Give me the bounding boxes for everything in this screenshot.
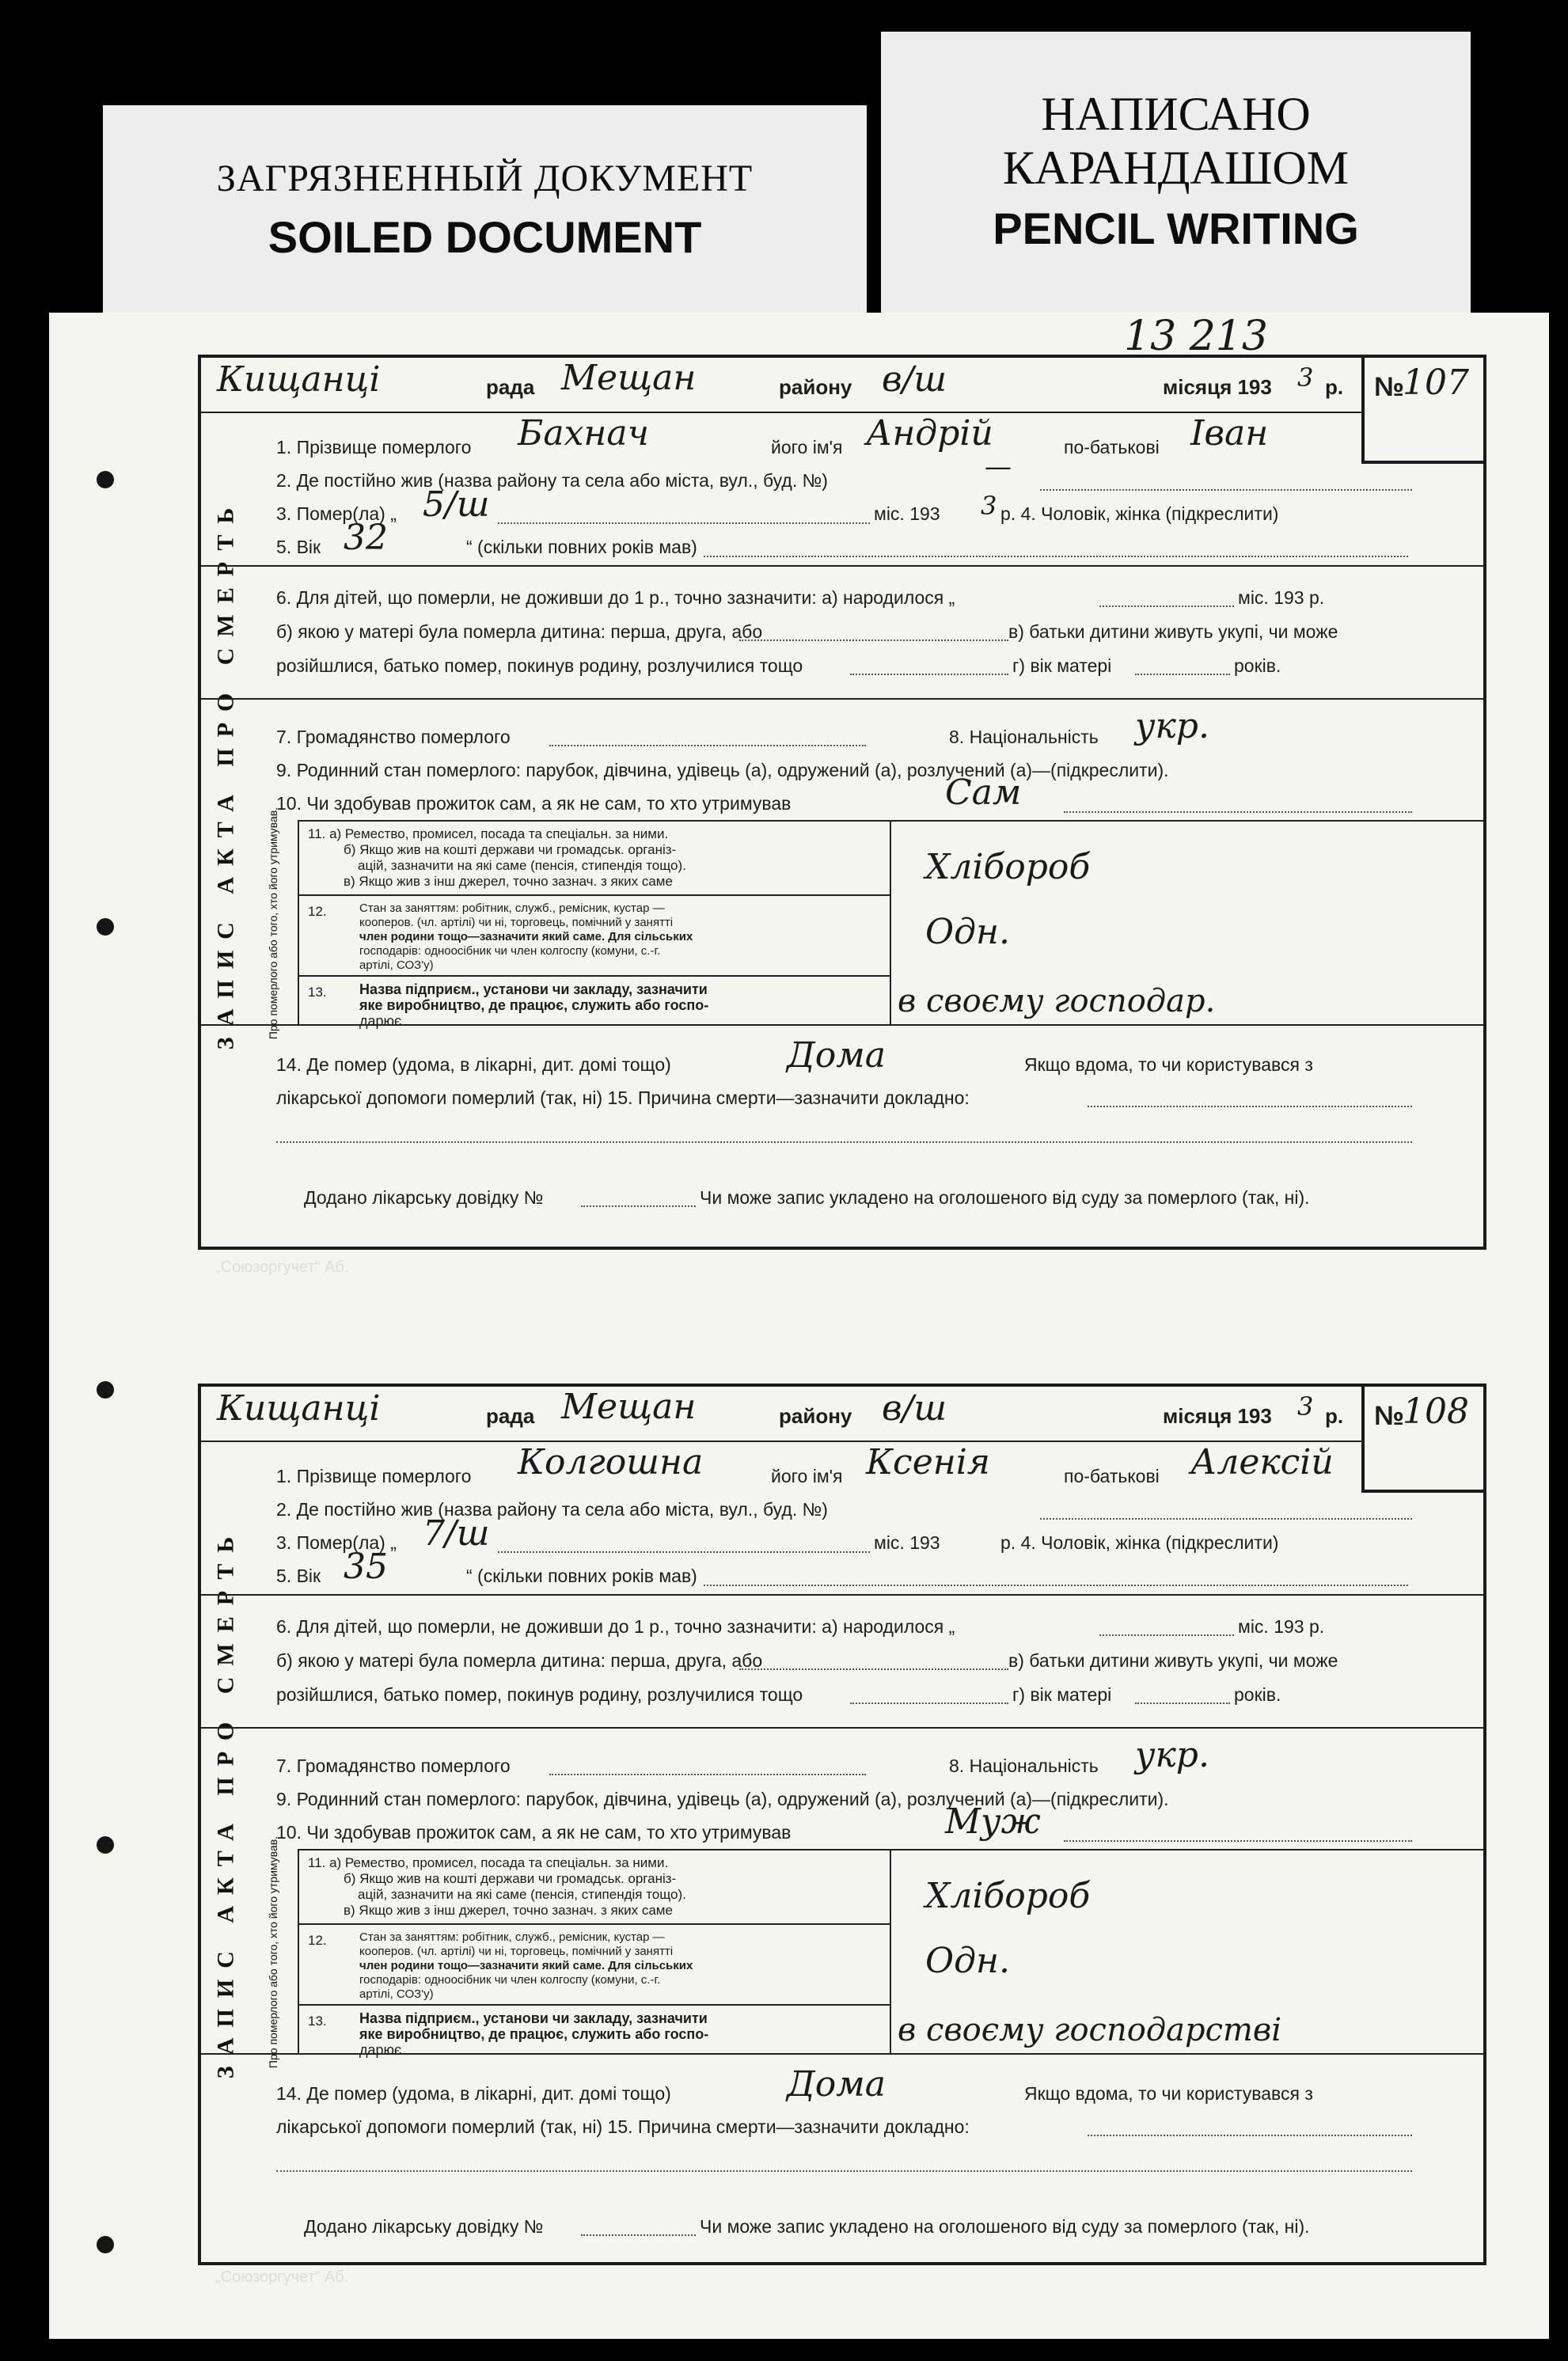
years-label: років.: [1234, 1684, 1281, 1705]
age-note: “ (скільки повних років мав): [466, 1566, 697, 1586]
mother-age-label: г) вік матері: [1012, 1684, 1112, 1705]
supported-by-value: Сам: [945, 772, 1022, 813]
field-11c-label: в) Якщо жив з інш джерел, точно зазнач. з яких саме: [344, 874, 673, 889]
field-11c-label: в) Якщо жив з інш джерел, точно зазнач. з яких саме: [344, 1903, 673, 1918]
dotted-line: [1040, 1518, 1412, 1520]
side-subtitle-vertical: [250, 807, 298, 1039]
record-number-label: №: [1374, 1401, 1404, 1431]
dotted-line: [1088, 2135, 1412, 2136]
field-6-label: 6. Для дітей, що померли, не доживши до 1 р., точно зазначити: а) народилося „: [276, 587, 955, 608]
field-13-line2: яке виробництво, де працює, служить або госпо-: [359, 997, 709, 1013]
occupation-value: Хлібороб: [925, 847, 1091, 887]
raion-value: в/ш: [882, 1388, 947, 1429]
table-rule: [298, 820, 299, 1024]
side-title-text: ЗАПИС АКТА ПРО СМЕРТЬ: [212, 1525, 238, 2079]
dotted-line: [1064, 1840, 1412, 1842]
field-11b-cont: ацій, зазначити на які саме (пенсія, стипендія тощо).: [358, 858, 686, 873]
field-2-label: 2. Де постійно жив (назва району та села або міста, вул., буд. №): [276, 1499, 828, 1520]
record-number-box: [1361, 355, 1486, 464]
field-8-label: 8. Національність: [949, 727, 1099, 747]
dotted-line: [1099, 1634, 1234, 1636]
punch-hole: [97, 471, 114, 488]
side-title-vertical: [211, 1426, 240, 2178]
dotted-line: [739, 1668, 1008, 1670]
field-10-label: 10. Чи здобував прожиток сам, а як не сам, то хто утримував: [276, 1822, 792, 1843]
dotted-line: [1088, 1106, 1412, 1107]
death-record-2: [198, 1384, 1486, 2265]
field-12-line3: член родини тощо—зазначити який саме. Для сільських: [359, 930, 693, 943]
field-13-line2: яке виробництво, де працює, служить або госпо-: [359, 2026, 709, 2042]
record-number-value: 107: [1403, 363, 1469, 403]
field-16-cont: Чи може запис укладено на оголошеного від суду за померлого (так, ні).: [700, 2216, 1310, 2237]
table-rule: [298, 2004, 890, 2006]
field-12-line2: кооперов. (чл. артілі) чи ні, торговець, помічний у занятті: [359, 1945, 674, 1958]
given-name-value: Ксенія: [866, 1442, 990, 1482]
surname-value: Бахнач: [518, 413, 649, 454]
residence-value: —: [985, 451, 1012, 483]
dotted-line: [704, 1585, 1408, 1586]
punch-hole: [97, 1836, 114, 1854]
field-11b-cont: ацій, зазначити на які саме (пенсія, стипендія тощо).: [358, 1887, 686, 1902]
field-12-line5: артілі, СОЗ'у): [359, 1987, 434, 2001]
dotted-line: [1064, 811, 1412, 813]
form-footer: „Союзоргучет“ Аб.: [215, 2268, 349, 2286]
table-rule: [298, 1923, 890, 1925]
field-16-cont: Чи може запис укладено на оголошеного від суду за померлого (так, ні).: [700, 1187, 1310, 1208]
surname-value: Колгошна: [518, 1442, 704, 1482]
year-digit-value: 3: [1297, 363, 1314, 393]
field-13-line3: дарює: [359, 2042, 402, 2058]
dotted-line: [1135, 674, 1230, 675]
raion-label: району: [779, 1404, 852, 1428]
years-label: років.: [1234, 655, 1281, 676]
r-label: р.: [1325, 375, 1344, 399]
field-3-label: 3. Помер(ла) „: [276, 1532, 397, 1553]
rada-name-value: Мещан: [561, 358, 697, 398]
table-rule: [298, 975, 890, 977]
field-12-line5: артілі, СОЗ'у): [359, 958, 434, 972]
field-13-number: 13.: [308, 985, 327, 1000]
dotted-line: [276, 1141, 1412, 1143]
dotted-line: [739, 640, 1008, 641]
class-status-value: Одн.: [925, 1941, 1010, 1981]
dotted-line: [581, 1205, 696, 1207]
supported-by-value: Муж: [945, 1801, 1041, 1842]
field-12-line3: член родини тощо—зазначити який саме. Для сільських: [359, 1959, 693, 1972]
field-11a-label: 11. а) Ремество, промисел, посада та спеціальн. за ними.: [308, 826, 669, 841]
side-subtitle-text: Про померлого або того, хто його утримував.: [267, 807, 280, 1039]
field-12-line2: кооперов. (чл. артілі) чи ні, торговець, помічний у занятті: [359, 916, 674, 929]
class-status-value: Одн.: [925, 912, 1010, 952]
dotted-line: [498, 1551, 870, 1553]
table-rule: [298, 1849, 299, 2053]
punch-hole: [97, 2236, 114, 2253]
died-year-value: 3: [981, 491, 997, 521]
occupation-value: Хлібороб: [925, 1876, 1091, 1916]
pencil-label-russian-line1: НАПИСАНО: [1041, 88, 1311, 140]
field-14-label: 14. Де помер (удома, в лікарні, дит. домі тощо): [276, 1054, 671, 1075]
table-rule: [890, 820, 891, 1024]
field-1-label: 1. Прізвище померлого: [276, 437, 472, 457]
dotted-line: [850, 1702, 1008, 1704]
archive-stamp-number: 13 213: [1124, 313, 1268, 360]
field-13-label: Назва підприєм., установи чи закладу, зазначити: [359, 2010, 708, 2026]
field-5-label: 5. Вік: [276, 1566, 321, 1586]
side-subtitle-text: Про померлого або того, хто його утримував.: [267, 1835, 280, 2068]
given-name-label: його ім'я: [771, 437, 843, 457]
patronymic-value: Іван: [1190, 413, 1269, 454]
field-6-month: міс. 193 р.: [1238, 587, 1325, 608]
form-footer: „Союзоргучет“ Аб.: [215, 1258, 349, 1276]
patronymic-label: по-батькові: [1064, 1466, 1160, 1486]
soiled-label-english: SOILED DOCUMENT: [268, 212, 702, 262]
field-12-line4: господарів: одноосібник чи член колгоспу (комуни, с.-г.: [359, 1973, 661, 1987]
field-7-label: 7. Громадянство померлого: [276, 727, 511, 747]
age-note: “ (скільки повних років мав): [466, 537, 697, 557]
nationality-value: укр.: [1135, 706, 1209, 746]
mother-age-label: г) вік матері: [1012, 655, 1112, 676]
dotted-line: [549, 745, 866, 746]
punch-hole: [97, 1381, 114, 1399]
side-title-text: ЗАПИС АКТА ПРО СМЕРТЬ: [212, 496, 238, 1050]
patronymic-value: Алексій: [1190, 1442, 1334, 1482]
place-of-death-value: Дома: [787, 2064, 886, 2105]
field-12-number: 12.: [308, 1933, 327, 1948]
rada-label: рада: [486, 375, 535, 399]
side-title-vertical: [211, 397, 240, 1149]
section-rule: [201, 698, 1483, 700]
given-name-label: його ім'я: [771, 1466, 843, 1486]
field-6c-label: в) батьки дитини живуть укупі, чи може: [1008, 1650, 1338, 1671]
death-record-1: [198, 355, 1486, 1250]
field-12-label: Стан за заняттям: робітник, служб., ремісник, кустар —: [359, 902, 665, 915]
field-14-cont: Якщо вдома, то чи користувався з: [1024, 2083, 1313, 2104]
pencil-label-english: PENCIL WRITING: [993, 203, 1359, 253]
age-value: 32: [344, 518, 388, 558]
record-number-value: 108: [1403, 1391, 1469, 1432]
sex-label: р. 4. Чоловік, жінка (підкреслити): [1000, 1532, 1279, 1553]
field-15-label: лікарської допомоги померлий (так, ні) 15. Причина смерти—зазначити докладно:: [276, 2116, 970, 2137]
field-13-label: Назва підприєм., установи чи закладу, зазначити: [359, 981, 708, 997]
field-1-label: 1. Прізвище померлого: [276, 1466, 472, 1486]
field-6b-label: б) якою у матері була померла дитина: перша, друга, або: [276, 621, 763, 642]
soiled-label-russian: ЗАГРЯЗНЕННЫЙ ДОКУМЕНТ: [216, 158, 754, 199]
dotted-line: [704, 556, 1408, 557]
age-value: 35: [344, 1547, 388, 1587]
patronymic-label: по-батькові: [1064, 437, 1160, 457]
month-year-label: міс. 193: [874, 503, 940, 524]
section-rule: [201, 1594, 1483, 1596]
field-6c-cont: розійшлися, батько помер, покинув родину, розлучилися тощо: [276, 1684, 803, 1705]
field-15-label: лікарської допомоги померлий (так, ні) 15. Причина смерти—зазначити докладно:: [276, 1088, 970, 1108]
raion-value: в/ш: [882, 359, 947, 400]
dotted-line: [498, 522, 870, 524]
raion-label: району: [779, 375, 852, 399]
village-council-value: Кищанці: [217, 1388, 381, 1429]
field-12-line4: господарів: одноосібник чи член колгоспу (комуни, с.-г.: [359, 944, 661, 958]
place-of-death-value: Дома: [787, 1035, 886, 1076]
nationality-value: укр.: [1135, 1735, 1209, 1775]
field-2-label: 2. Де постійно жив (назва району та села або міста, вул., буд. №): [276, 470, 828, 491]
record-number-box: [1361, 1384, 1486, 1493]
month-label: місяця 193: [1163, 1404, 1272, 1428]
dotted-line: [1099, 605, 1234, 607]
field-7-label: 7. Громадянство померлого: [276, 1756, 511, 1776]
field-10-label: 10. Чи здобував прожиток сам, а як не сам, то хто утримував: [276, 793, 792, 814]
field-13-line3: дарює: [359, 1013, 402, 1029]
year-digit-value: 3: [1297, 1391, 1314, 1422]
field-12-number: 12.: [308, 904, 327, 919]
month-year-label: міс. 193: [874, 1532, 940, 1553]
rada-name-value: Мещан: [561, 1387, 697, 1427]
section-rule: [201, 565, 1483, 567]
field-11b-label: б) Якщо жив на коштi держави чи громадськ. організ-: [344, 1871, 677, 1886]
workplace-value: в своєму господар.: [898, 983, 1216, 1019]
field-6c-label: в) батьки дитини живуть укупі, чи може: [1008, 621, 1338, 642]
field-14-label: 14. Де помер (удома, в лікарні, дит. домі тощо): [276, 2083, 671, 2104]
punch-hole: [97, 918, 114, 936]
field-16-label: Додано лікарську довідку №: [304, 2216, 544, 2237]
dotted-line: [850, 674, 1008, 675]
dotted-line: [549, 1774, 866, 1775]
sex-label: р. 4. Чоловік, жінка (підкреслити): [1000, 503, 1279, 524]
section-rule: [201, 1727, 1483, 1729]
table-rule: [890, 1849, 891, 2053]
month-label: місяця 193: [1163, 375, 1272, 399]
dotted-line: [1040, 489, 1412, 491]
field-14-cont: Якщо вдома, то чи користувався з: [1024, 1054, 1313, 1075]
pencil-label-russian-line2: КАРАНДАШОМ: [1002, 142, 1350, 194]
field-9-label: 9. Родинний стан померлого: парубок, дівчина, удівець (а), одружений (а), розлучений (а)—(підкреслити).: [276, 760, 1169, 780]
died-day-value: 5/ш: [423, 484, 490, 525]
died-day-value: 7/ш: [423, 1513, 490, 1554]
field-9-label: 9. Родинний стан померлого: парубок, дівчина, удівець (а), одружений (а), розлучений (а)—(підкреслити).: [276, 1789, 1169, 1809]
record-number-label: №: [1374, 372, 1404, 402]
table-rule: [298, 894, 890, 896]
section-rule: [201, 1024, 1483, 1026]
field-11b-label: б) Якщо жив на коштi держави чи громадськ. організ-: [344, 842, 677, 857]
field-3-label: 3. Помер(ла) „: [276, 503, 397, 524]
field-8-label: 8. Національність: [949, 1756, 1099, 1776]
field-13-number: 13.: [308, 2014, 327, 2029]
field-6-label: 6. Для дітей, що померли, не доживши до 1 р., точно зазначити: а) народилося „: [276, 1616, 955, 1637]
field-5-label: 5. Вік: [276, 537, 321, 557]
pencil-writing-label: [881, 32, 1471, 348]
side-subtitle-vertical: [250, 1835, 298, 2068]
village-council-value: Кищанці: [217, 359, 381, 400]
workplace-value: в своєму господарстві: [898, 2012, 1281, 2048]
field-11a-label: 11. а) Ремество, промисел, посада та спеціальн. за ними.: [308, 1855, 669, 1870]
r-label: р.: [1325, 1404, 1344, 1428]
field-6-month: міс. 193 р.: [1238, 1616, 1325, 1637]
given-name-value: Андрій: [866, 413, 993, 454]
dotted-line: [581, 2234, 696, 2236]
field-6c-cont: розійшлися, батько помер, покинув родину, розлучилися тощо: [276, 655, 803, 676]
field-16-label: Додано лікарську довідку №: [304, 1187, 544, 1208]
soiled-document-label: [103, 105, 867, 335]
field-6b-label: б) якою у матері була померла дитина: перша, друга, або: [276, 1650, 763, 1671]
field-12-label: Стан за заняттям: робітник, служб., ремісник, кустар —: [359, 1930, 665, 1944]
dotted-line: [276, 2170, 1412, 2172]
rada-label: рада: [486, 1404, 535, 1428]
dotted-line: [1135, 1702, 1230, 1704]
section-rule: [201, 2053, 1483, 2055]
